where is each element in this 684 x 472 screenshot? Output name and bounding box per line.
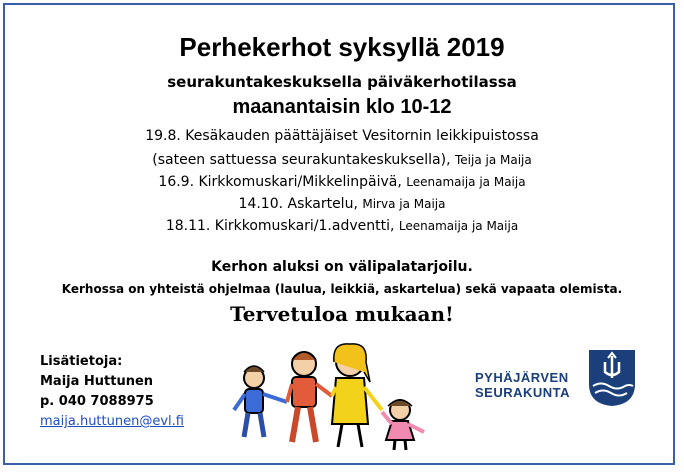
contact-email-link[interactable]: maija.huttunen@evl.fi <box>40 414 184 429</box>
program-text: Kerhossa on yhteistä ohjelmaa (laulua, leikkiä, askartelua) sekä vapaata olemista. <box>61 282 623 296</box>
contact-phone: p. 040 7088975 <box>40 394 154 409</box>
children-drawing <box>232 332 447 452</box>
poster-subtitle: seurakuntakeskuksella päiväkerhotilassa <box>167 73 517 91</box>
event-line: (sateen sattuessa seurakuntakeskuksella), Teija ja Maija <box>152 152 532 168</box>
event-line: 16.9. Kirkkomuskari/Mikkelinpäivä, Leenamaija ja Maija <box>158 174 526 190</box>
event-line: 14.10. Askartelu, Mirva ja Maija <box>238 196 446 212</box>
contact-heading: Lisätietoja: <box>40 354 123 369</box>
church-crest-icon <box>587 348 637 408</box>
logo-text: PYHÄJÄRVEN SEURAKUNTA <box>475 370 571 400</box>
contact-name: Maija Huttunen <box>40 374 154 389</box>
welcome-text: Tervetuloa mukaan! <box>230 302 454 326</box>
snack-text: Kerhon aluksi on välipalatarjoilu. <box>211 259 473 275</box>
poster-title: Perhekerhot syksyllä 2019 <box>179 32 505 62</box>
event-line: 18.11. Kirkkomuskari/1.adventti, Leenamaija ja Maija <box>165 218 519 234</box>
contact-block <box>40 352 184 432</box>
poster-time: maanantaisin klo 10-12 <box>232 96 452 118</box>
event-line: 19.8. Kesäkauden päättäjäiset Vesitornin leikkipuistossa <box>145 128 539 144</box>
